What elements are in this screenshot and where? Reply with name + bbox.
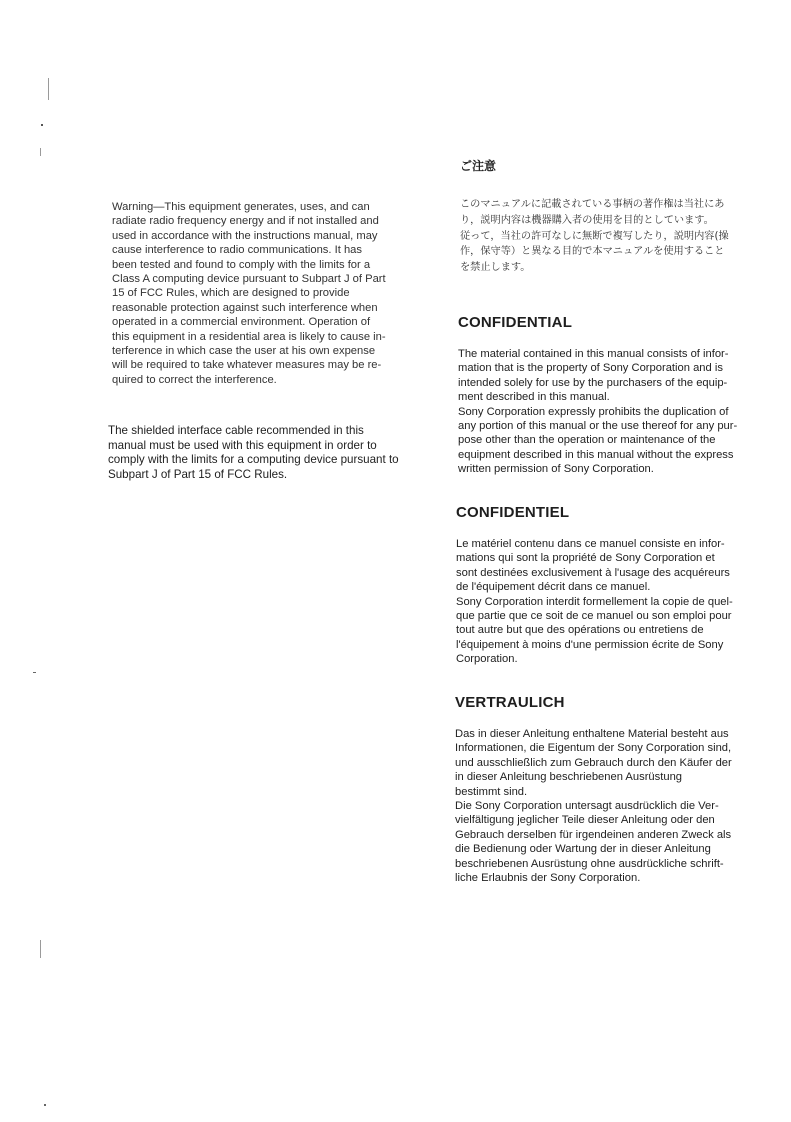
scan-mark [44,1104,46,1106]
scan-mark [40,940,41,958]
fcc-warning-text: Warning—This equipment generates, uses, and can radiate radio frequency energy and if not installed and used in accordance with the instructions manual, may cause interference to radio communications. It has been tested and found to comply with the limits for a Class A computing device pursuant to Subpart J of Part 15 of FCC Rules, which are designed to provide reasonable protection against such interference when operated in a commercial environment. Operation of this equipment in a residential area is likely to cause in- terference in which case the user at his own expense will be required to take whatever measures may be re- quired to correct the interference. [112,201,386,386]
japanese-notice-title: ご注意 [460,159,497,173]
vertraulich-body: Das in dieser Anleitung enthaltene Material besteht aus Informationen, die Eigentum der Sony Corporation sind, und ausschließlich zum Gebrauch durch den Käufer der in dieser Anleitung beschriebenen Ausrüstung bestimmt sind. Die Sony Corporation untersagt ausdrücklich die Ver- vielfältigung jeglicher Teile dieser Anleitung oder den Gebrauch derselben für irgendeinen anderen Zweck als die Bedienung oder Wartung der in dieser Anleitung beschriebenen Ausrüstung ohne ausdrückliche schrift- liche Erlaubnis der Sony Corporation. [455,728,732,885]
confidentiel-heading: CONFIDENTIEL [456,504,570,521]
scan-mark [33,672,36,673]
shielded-cable-notice: The shielded interface cable recommended in this manual must be used with this equipment in order to comply with the limits for a computing device pursuant to Subpart J of Part 15 of FCC Rules. [108,424,399,481]
scan-mark [48,78,49,100]
confidential-heading: CONFIDENTIAL [458,314,573,331]
vertraulich-heading: VERTRAULICH [455,694,565,711]
scan-mark [40,148,41,156]
japanese-notice-body: このマニュアルに記載されている事柄の著作権は当社にあ り，説明内容は機器購入者の使用を目的としています。 従って，当社の許可なしに無断で複写したり，説明内容(操 作，保守等）と異なる目的で本マニュアルを使用すること を禁止します。 [460,199,729,274]
scan-mark [41,124,43,126]
confidentiel-body: Le matériel contenu dans ce manuel consiste en infor- mations qui sont la propriété de Sony Corporation et sont destinées exclusivement à l'usage des acquéreurs de l'équipement décrit dans ce manuel. Sony Corporation interdit formellement la copie de quel- que partie que ce soit de ce manuel ou son emploi pour tout autre but que des opérations ou entretiens de l'équipement à moins d'une permission écrite de Sony Corporation. [456,538,733,666]
confidential-body: The material contained in this manual consists of infor- mation that is the property of Sony Corporation and is intended solely for use by the purchasers of the equip- ment described in this manual. Sony Corporation expressly prohibits the duplication of any portion of this manual or the use thereof for any pur- pose other than the operation or maintenance of the equipment described in this manual without the express written permission of Sony Corporation. [458,348,738,476]
